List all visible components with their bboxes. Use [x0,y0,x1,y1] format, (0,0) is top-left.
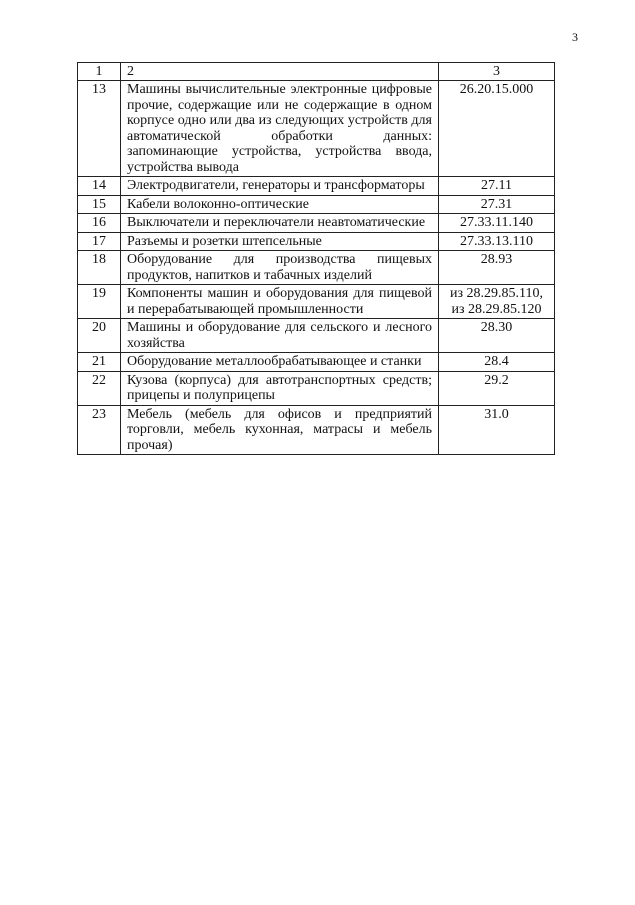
okpd-code [439,405,555,455]
code-line: 31.0 [484,406,509,422]
row-number: 22 [78,371,121,405]
row-number: 21 [78,353,121,372]
okpd-code [439,81,555,177]
header-cell-3: 3 [439,63,555,81]
code-line: из 28.29.85.120 [451,301,542,317]
header-cell-1: 1 [78,63,121,81]
page-number: 3 [572,30,578,44]
table-row [78,177,555,196]
code-line: 27.11 [481,178,512,193]
row-number: 16 [78,214,121,233]
table-row [78,285,555,319]
okpd-code [439,319,555,353]
product-name: Разъемы и розетки штепсельные [121,232,439,251]
row-number: 20 [78,319,121,353]
okpd-code [439,251,555,285]
row-number: 17 [78,232,121,251]
table-row [78,232,555,251]
code-line: 27.33.11.140 [460,215,533,230]
okpd-code [439,214,555,233]
row-number: 18 [78,251,121,285]
table-row [78,353,555,372]
okpd-code [439,353,555,372]
table-row [78,319,555,353]
product-name: Оборудование металлообрабатывающее и станки [121,353,439,372]
product-name: Электродвигатели, генераторы и трансформаторы [121,177,439,196]
code-line: 27.31 [480,196,513,212]
okpd-code [439,177,555,196]
row-number: 14 [78,177,121,196]
code-line: 28.93 [480,252,513,267]
row-number: 19 [78,285,121,319]
product-name: Машины и оборудование для сельского и лесного хозяйства [121,319,439,353]
product-name: Выключатели и переключатели неавтоматические [121,214,439,233]
table-row [78,405,555,455]
code-line: 28.30 [480,320,513,335]
row-number: 23 [78,405,121,455]
product-name: Кузова (корпуса) для автотранспортных средств; прицепы и полуприцепы [121,371,439,405]
product-name: Оборудование для производства пищевых продуктов, напитков и табачных изделий [121,251,439,285]
code-line: 26.20.15.000 [459,82,534,97]
okpd-code [439,371,555,405]
code-line: 29.2 [484,372,509,388]
table-row [78,251,555,285]
code-line: 28.4 [484,354,509,369]
table-row [78,214,555,233]
header-cell-2: 2 [121,63,439,81]
okpd-code [439,232,555,251]
code-line: из 28.29.85.110, [449,286,543,301]
table-row [78,195,555,214]
table-row [78,371,555,405]
okpd-code [439,195,555,214]
code-line: 27.33.13.110 [460,233,533,249]
okpd-code [439,285,555,319]
product-name: Мебель (мебель для офисов и предприятий торговли, мебель кухонная, матрасы и мебель прочая) [121,405,439,455]
table-header-row [78,63,555,81]
product-name: Кабели волоконно-оптические [121,195,439,214]
product-name: Машины вычислительные электронные цифровые прочие, содержащие или не содержащие в одном корпусе одно или два из следующих устройств для автоматической обработки данных: запоминающие устройства, устройства ввода, устройства вывода [121,81,439,177]
products-table [77,62,555,455]
row-number: 13 [78,81,121,177]
row-number: 15 [78,195,121,214]
product-name: Компоненты машин и оборудования для пищевой и перерабатывающей промышленности [121,285,439,319]
table-row [78,81,555,177]
table-body [78,63,555,455]
